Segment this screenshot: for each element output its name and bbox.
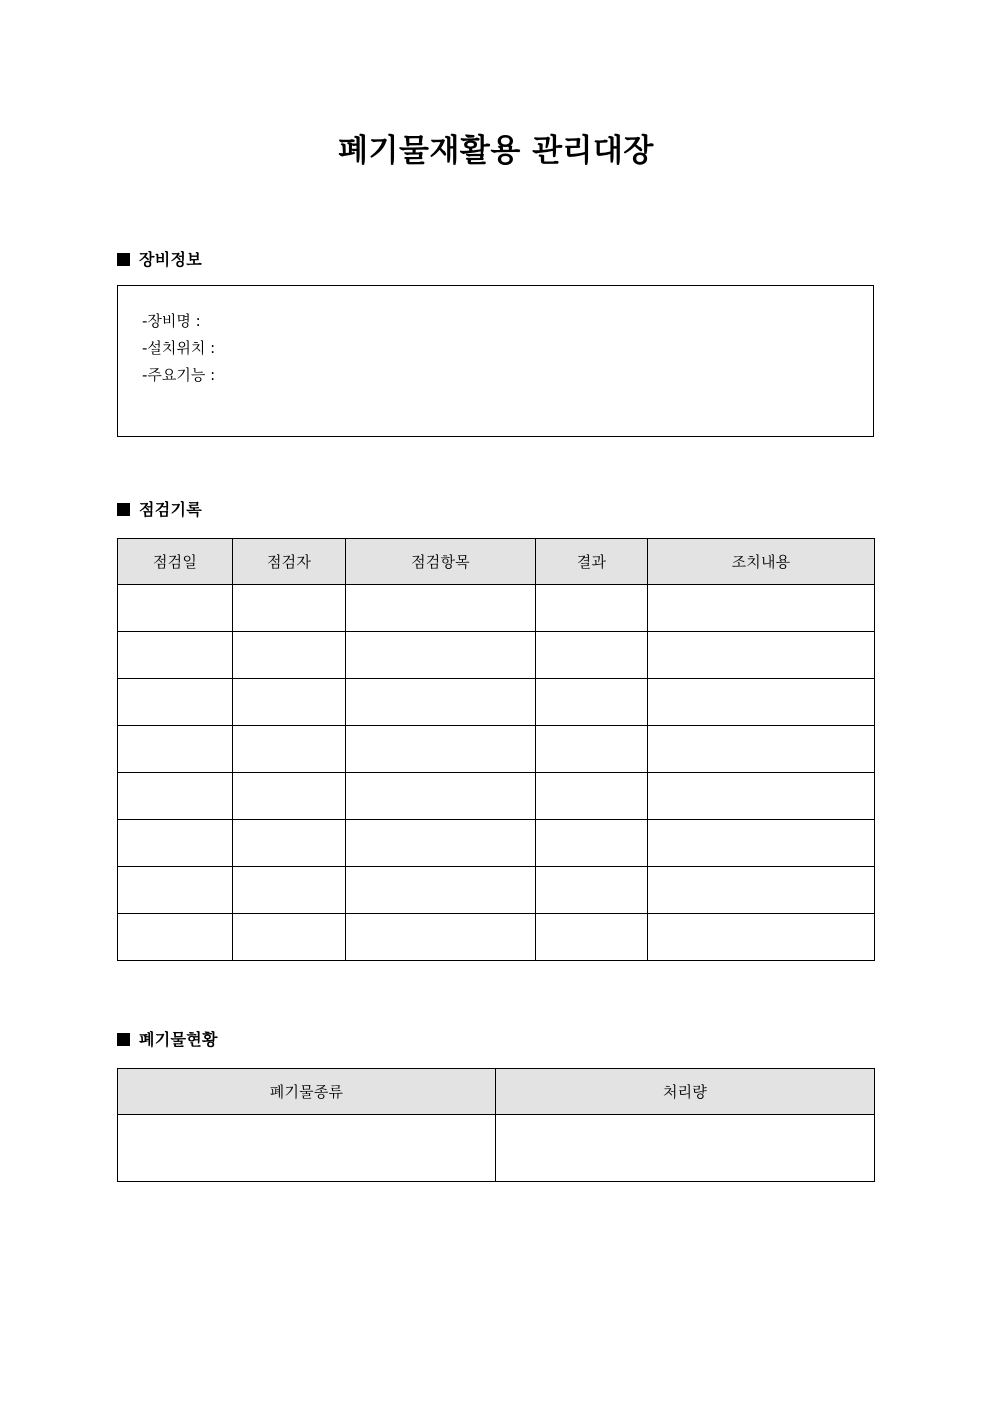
inspection-table-cell[interactable]	[536, 726, 648, 773]
inspection-table-cell[interactable]	[118, 632, 233, 679]
column-header-result: 결과	[536, 539, 648, 585]
inspection-table-cell[interactable]	[233, 914, 346, 961]
column-header-inspection-date: 점검일	[118, 539, 233, 585]
waste-table-cell[interactable]	[118, 1115, 496, 1182]
inspection-table-cell[interactable]	[346, 726, 536, 773]
inspection-table-cell[interactable]	[648, 773, 875, 820]
inspection-table-cell[interactable]	[118, 679, 233, 726]
table-row	[118, 1115, 875, 1182]
column-header-inspector: 점검자	[233, 539, 346, 585]
inspection-table-cell[interactable]	[346, 679, 536, 726]
inspection-table-cell[interactable]	[536, 820, 648, 867]
section-heading-inspection-label: 점검기록	[139, 500, 203, 519]
table-row	[118, 726, 875, 773]
inspection-record-table	[117, 538, 875, 961]
inspection-table-cell[interactable]	[346, 773, 536, 820]
inspection-table-cell[interactable]	[536, 773, 648, 820]
equipment-info-box	[117, 285, 874, 437]
table-header-row	[118, 1069, 875, 1115]
table-row	[118, 820, 875, 867]
section-heading-equipment-label: 장비정보	[139, 250, 203, 269]
inspection-table-cell[interactable]	[118, 773, 233, 820]
inspection-table-cell[interactable]	[233, 773, 346, 820]
inspection-table-cell[interactable]	[233, 585, 346, 632]
inspection-table-cell[interactable]	[648, 867, 875, 914]
black-square-bullet-icon	[117, 503, 130, 516]
section-heading-waste-label: 폐기물현황	[139, 1030, 218, 1049]
table-row	[118, 773, 875, 820]
black-square-bullet-icon	[117, 1033, 130, 1046]
inspection-table-cell[interactable]	[536, 632, 648, 679]
section-heading-inspection	[117, 500, 202, 519]
equipment-field-location: -설치위치 :	[142, 339, 216, 357]
inspection-table-cell[interactable]	[648, 585, 875, 632]
inspection-table-cell[interactable]	[536, 867, 648, 914]
inspection-table-cell[interactable]	[233, 632, 346, 679]
inspection-table-cell[interactable]	[536, 679, 648, 726]
page-title: 폐기물재활용 관리대장	[338, 133, 654, 169]
inspection-table-cell[interactable]	[648, 679, 875, 726]
table-header-row	[118, 539, 875, 585]
inspection-table-cell[interactable]	[118, 820, 233, 867]
inspection-table-cell[interactable]	[346, 585, 536, 632]
table-row	[118, 585, 875, 632]
waste-status-table	[117, 1068, 875, 1182]
table-row	[118, 867, 875, 914]
black-square-bullet-icon	[117, 253, 130, 266]
equipment-field-name: -장비명 :	[142, 312, 201, 330]
inspection-table-cell[interactable]	[648, 632, 875, 679]
column-header-processed-quantity: 처리량	[496, 1069, 875, 1115]
inspection-table-cell[interactable]	[118, 585, 233, 632]
section-heading-equipment	[117, 250, 202, 269]
column-header-inspection-item: 점검항목	[346, 539, 536, 585]
inspection-table-cell[interactable]	[648, 914, 875, 961]
inspection-table-cell[interactable]	[346, 867, 536, 914]
inspection-table-cell[interactable]	[233, 867, 346, 914]
table-row	[118, 914, 875, 961]
inspection-table-cell[interactable]	[346, 820, 536, 867]
inspection-table-cell[interactable]	[648, 820, 875, 867]
waste-table-cell[interactable]	[496, 1115, 875, 1182]
inspection-table-cell[interactable]	[536, 914, 648, 961]
equipment-field-function: -주요기능 :	[142, 366, 216, 384]
inspection-table-cell[interactable]	[233, 679, 346, 726]
inspection-table-cell[interactable]	[648, 726, 875, 773]
inspection-table-cell[interactable]	[233, 820, 346, 867]
inspection-table-cell[interactable]	[118, 867, 233, 914]
column-header-action: 조치내용	[648, 539, 875, 585]
inspection-table-cell[interactable]	[536, 585, 648, 632]
inspection-table-cell[interactable]	[346, 632, 536, 679]
section-heading-waste	[117, 1030, 218, 1049]
inspection-table-cell[interactable]	[346, 914, 536, 961]
inspection-table-cell[interactable]	[118, 726, 233, 773]
column-header-waste-type: 폐기물종류	[118, 1069, 496, 1115]
table-row	[118, 679, 875, 726]
table-row	[118, 632, 875, 679]
inspection-table-cell[interactable]	[118, 914, 233, 961]
inspection-table-cell[interactable]	[233, 726, 346, 773]
